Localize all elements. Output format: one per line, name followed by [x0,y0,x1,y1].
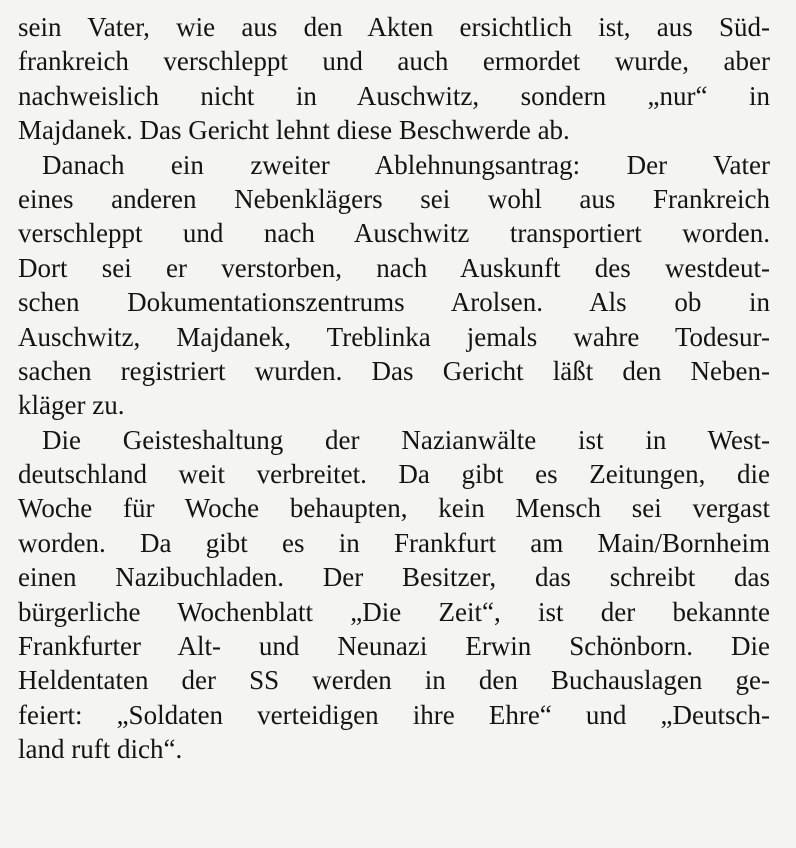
paragraph-3 [18,423,770,767]
paragraph-2 [18,148,770,423]
text-line: feiert: „Soldaten verteidigen ihre Ehre“ und „Deutsch- [18,699,770,730]
paragraph-1 [18,10,770,148]
text-line: Auschwitz, Majdanek, Treblinka jemals wahre Todesur- [18,321,770,352]
text-line: nachweislich nicht in Auschwitz, sondern „nur“ in [18,80,770,111]
text-line: schen Dokumentationszentrums Arolsen. Als ob in [18,287,770,318]
text-line: Woche für Woche behaupten, kein Mensch sei vergast [18,493,770,524]
text-line: frankreich verschleppt und auch ermordet wurde, aber [18,46,770,77]
text-line: einen Nazibuchladen. Der Besitzer, das schreibt das [18,562,770,593]
text-line: Frankfurter Alt- und Neunazi Erwin Schönborn. Die [18,631,770,662]
text-line: worden. Da gibt es in Frankfurt am Main/Bornheim [18,527,770,558]
text-line: kläger zu. [18,390,125,421]
text-line: Die Geisteshaltung der Nazianwälte ist in West- [42,424,770,455]
text-line: Dort sei er verstorben, nach Auskunft des westdeut- [18,252,770,283]
text-line: Heldentaten der SS werden in den Buchauslagen ge- [18,665,770,696]
text-line: Majdanek. Das Gericht lehnt diese Beschwerde ab. [18,115,570,146]
text-line: deutschland weit verbreitet. Da gibt es Zeitungen, die [18,459,770,490]
text-line: bürgerliche Wochenblatt „Die Zeit“, ist der bekannte [18,596,770,627]
text-line: Danach ein zweiter Ablehnungsantrag: Der Vater [42,149,770,180]
text-line: verschleppt und nach Auschwitz transportiert worden. [18,218,770,249]
text-line: sein Vater, wie aus den Akten ersichtlich ist, aus Süd- [18,12,770,42]
body-text [18,10,770,767]
text-line: eines anderen Nebenklägers sei wohl aus Frankreich [18,183,770,214]
text-line: sachen registriert wurden. Das Gericht läßt den Neben- [18,355,770,386]
text-line: land ruft dich“. [18,734,183,765]
